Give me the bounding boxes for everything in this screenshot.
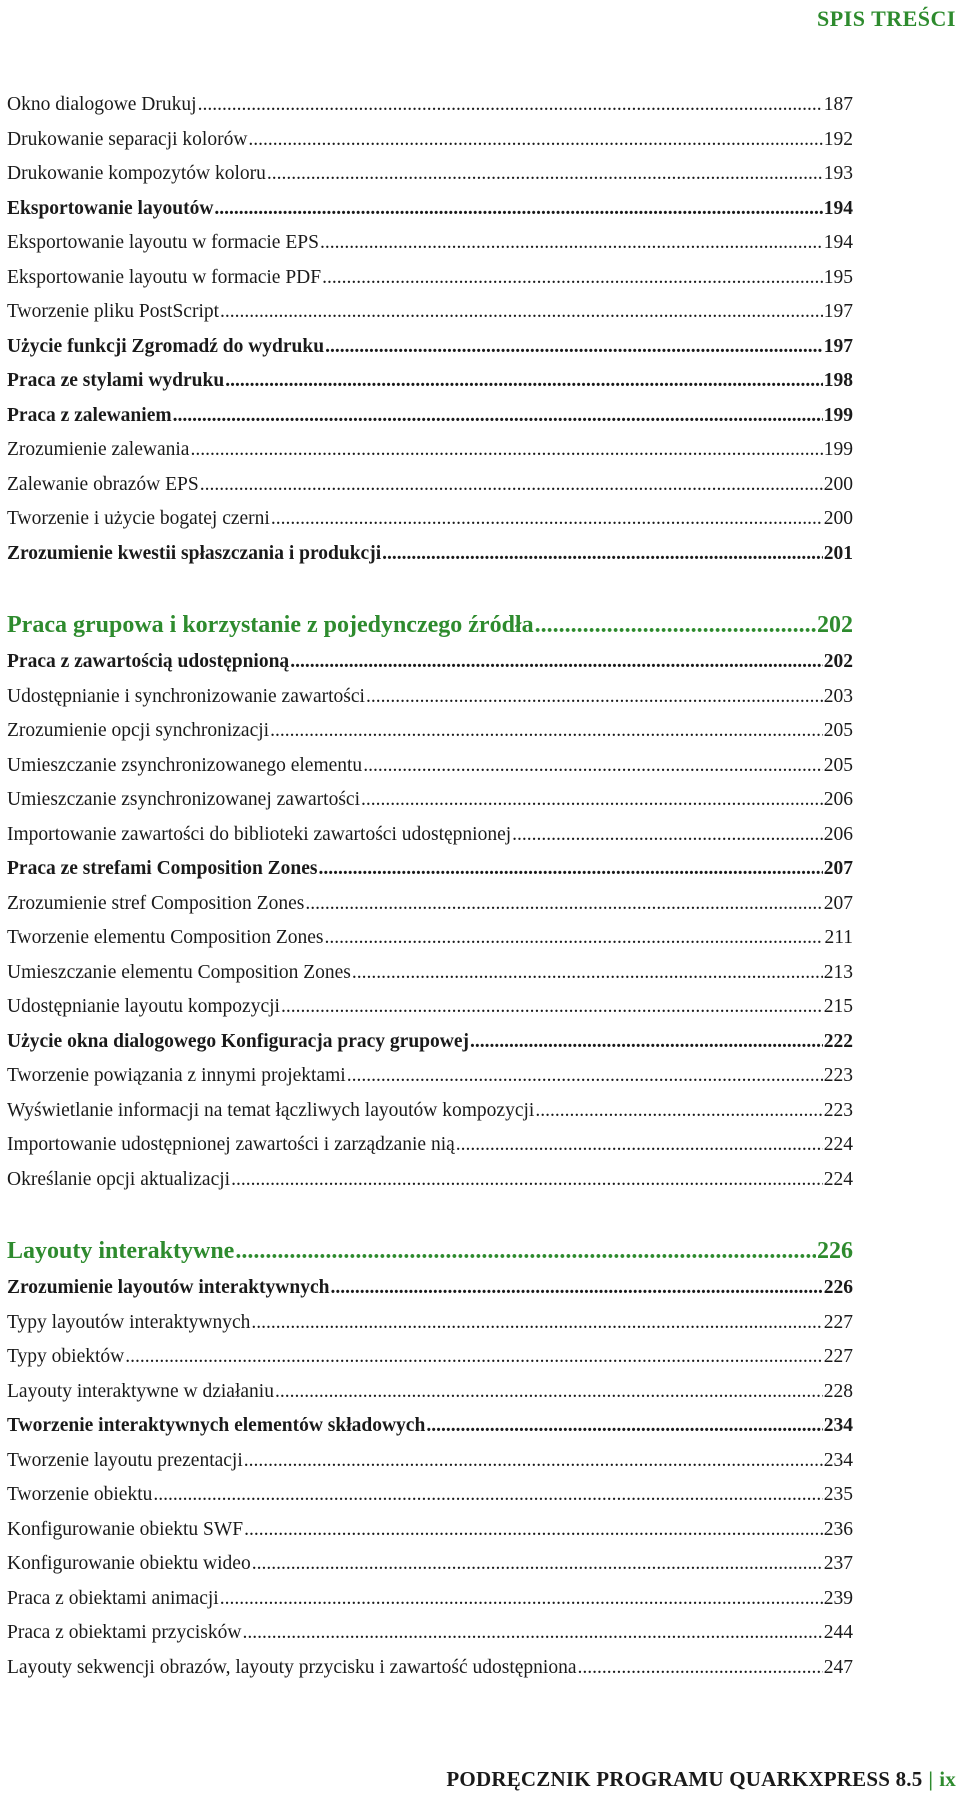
toc-entry[interactable] [7, 749, 853, 784]
toc-entry[interactable] [7, 502, 853, 537]
toc-entry[interactable] [7, 399, 853, 434]
toc-entry[interactable] [7, 1094, 853, 1129]
toc-leader-dots [382, 537, 823, 572]
toc-entry-page: 207 [823, 858, 853, 879]
toc-entry[interactable] [7, 1582, 853, 1617]
toc-leader-dots [125, 1340, 823, 1375]
toc-entry[interactable] [7, 123, 853, 158]
toc-leader-dots [214, 192, 822, 227]
toc-leader-dots [535, 1094, 822, 1129]
toc-entry[interactable] [7, 645, 853, 680]
toc-entry[interactable] [7, 1025, 853, 1060]
toc-entry-page: 200 [823, 508, 853, 529]
toc-entry[interactable] [7, 1513, 853, 1548]
toc-entry-title: Użycie okna dialogowego Konfiguracja pracy grupowej [7, 1030, 470, 1052]
toc-entry-page: 187 [823, 94, 853, 115]
toc-entry-page: 200 [823, 473, 853, 495]
toc-entry-page: 202 [817, 612, 853, 638]
toc-entry-title: Umieszczanie elementu Composition Zones [7, 961, 351, 983]
toc-entry-title: Praca ze strefami Composition Zones [7, 858, 318, 879]
toc-leader-dots [270, 714, 823, 749]
toc-entry[interactable] [7, 295, 853, 330]
toc-leader-dots [535, 605, 816, 645]
toc-leader-dots [305, 887, 822, 922]
toc-entry-page: 205 [823, 720, 853, 741]
toc-entry[interactable] [7, 1306, 853, 1341]
toc-entry-page: 194 [823, 232, 853, 253]
toc-entry-page: 228 [823, 1380, 853, 1402]
toc-entry-page: 195 [823, 266, 853, 288]
toc-entry-page: 202 [823, 651, 853, 672]
toc-entry-title: Layouty sekwencji obrazów, layouty przycisku i zawartość udostępniona [7, 1656, 577, 1678]
toc-entry-title: Tworzenie layoutu prezentacji [7, 1449, 243, 1471]
toc-entry-page: 226 [823, 1277, 853, 1298]
toc-entry-page: 193 [823, 163, 853, 184]
toc-leader-dots [220, 1582, 823, 1617]
toc-leader-dots [242, 1616, 822, 1651]
toc-leader-dots [470, 1025, 823, 1060]
toc-entry[interactable] [7, 1271, 853, 1306]
toc-leader-dots [220, 295, 823, 330]
toc-leader-dots [153, 1478, 822, 1513]
page-footer [446, 1767, 956, 1792]
toc-entry-title: Praca z obiektami animacji [7, 1587, 219, 1609]
toc-entry-title: Zrozumienie stref Composition Zones [7, 892, 305, 914]
toc-entry-title: Drukowanie separacji kolorów [7, 128, 248, 150]
toc-entry[interactable] [7, 433, 853, 468]
toc-entry[interactable] [7, 364, 853, 399]
toc-leader-dots [244, 1513, 823, 1548]
toc-entry[interactable] [7, 468, 853, 503]
toc-entry[interactable] [7, 1059, 853, 1094]
toc-entry[interactable] [7, 990, 853, 1025]
toc-leader-dots [325, 921, 824, 956]
toc-entry[interactable] [7, 1163, 853, 1198]
toc-entry-page: 224 [823, 1168, 853, 1190]
toc-entry-title: Zrozumienie zalewania [7, 439, 190, 460]
toc-section-heading[interactable] [7, 1231, 853, 1271]
toc-leader-dots [361, 783, 823, 818]
toc-entry-page: 194 [823, 197, 853, 219]
page-header-title: SPIS TREŚCI [817, 6, 956, 31]
toc-entry[interactable] [7, 1340, 853, 1375]
toc-leader-dots [248, 123, 822, 158]
toc-entry[interactable] [7, 157, 853, 192]
toc-entry[interactable] [7, 887, 853, 922]
toc-entry[interactable] [7, 1444, 853, 1479]
toc-entry-page: 227 [823, 1311, 853, 1333]
toc-entry[interactable] [7, 1375, 853, 1410]
toc-entry[interactable] [7, 1616, 853, 1651]
toc-entry[interactable] [7, 783, 853, 818]
toc-section-heading[interactable] [7, 605, 853, 645]
toc-entry[interactable] [7, 818, 853, 853]
toc-entry-title: Umieszczanie zsynchronizowanej zawartości [7, 789, 360, 810]
toc-entry-page: 199 [823, 439, 853, 460]
toc-entry[interactable] [7, 1547, 853, 1582]
toc-leader-dots [426, 1409, 822, 1444]
toc-entry[interactable] [7, 852, 853, 887]
toc-entry-title: Praca grupowa i korzystanie z pojedynczego źródła [7, 612, 534, 638]
toc-leader-dots [366, 680, 823, 715]
toc-entry[interactable] [7, 192, 853, 227]
toc-leader-dots [363, 749, 823, 784]
toc-entry-page: 206 [823, 789, 853, 810]
toc-entry-title: Eksportowanie layoutu w formacie EPS [7, 232, 319, 253]
toc-entry-title: Zalewanie obrazów EPS [7, 473, 199, 495]
footer-separator: | [928, 1767, 934, 1791]
toc-entry-title: Udostępnianie layoutu kompozycji [7, 996, 280, 1017]
toc-entry-page: 198 [823, 370, 853, 391]
toc-entry-title: Layouty interaktywne [7, 1238, 235, 1264]
toc-entry-page: 201 [823, 542, 853, 564]
toc-entry-title: Wyświetlanie informacji na temat łączliwych layoutów kompozycji [7, 1099, 535, 1121]
toc-entry-title: Eksportowanie layoutu w formacie PDF [7, 266, 322, 288]
toc-entry-title: Tworzenie obiektu [7, 1484, 153, 1505]
toc-leader-dots [512, 818, 823, 853]
toc-leader-dots [325, 330, 823, 365]
toc-leader-dots [252, 1547, 823, 1582]
toc-entry-title: Typy layoutów interaktywnych [7, 1311, 251, 1333]
toc-entry[interactable] [7, 714, 853, 749]
toc-leader-dots [319, 852, 823, 887]
toc-leader-dots [200, 468, 823, 503]
footer-page-number: ix [939, 1767, 956, 1791]
toc-leader-dots [173, 399, 823, 434]
toc-entry[interactable] [7, 88, 853, 123]
toc-entry-page: 223 [823, 1099, 853, 1121]
toc-entry-title: Layouty interaktywne w działaniu [7, 1380, 274, 1402]
toc-entry-title: Tworzenie i użycie bogatej czerni [7, 508, 270, 529]
toc-leader-dots [290, 645, 823, 680]
toc-leader-dots [225, 364, 823, 399]
toc-entry-title: Praca z obiektami przycisków [7, 1622, 242, 1643]
toc-leader-dots [244, 1444, 823, 1479]
toc-entry[interactable] [7, 956, 853, 991]
toc-entry-page: 197 [823, 335, 853, 357]
toc-entry[interactable] [7, 1409, 853, 1444]
toc-entry-title: Typy obiektów [7, 1346, 125, 1367]
toc-leader-dots [267, 157, 823, 192]
toc-entry-title: Zrozumienie layoutów interaktywnych [7, 1277, 330, 1298]
toc-entry-page: 236 [823, 1518, 853, 1540]
toc-leader-dots [456, 1128, 823, 1163]
toc-entry-title: Praca ze stylami wydruku [7, 370, 225, 391]
toc-leader-dots [322, 261, 823, 296]
toc-entry-page: 234 [823, 1415, 853, 1436]
toc-entry-title: Zrozumienie kwestii spłaszczania i produkcji [7, 542, 382, 564]
toc-entry[interactable] [7, 226, 853, 261]
toc-entry-page: 211 [824, 927, 853, 948]
toc-entry-page: 222 [823, 1030, 853, 1052]
toc-entry-title: Konfigurowanie obiektu SWF [7, 1518, 244, 1540]
toc-entry[interactable] [7, 537, 853, 572]
toc-entry-page: 239 [823, 1587, 853, 1609]
toc-entry-title: Importowanie udostępnionej zawartości i zarządzanie nią [7, 1134, 455, 1155]
toc-entry-title: Drukowanie kompozytów koloru [7, 163, 266, 184]
toc-entry-title: Eksportowanie layoutów [7, 197, 214, 219]
toc-entry-page: 235 [823, 1484, 853, 1505]
toc-leader-dots [330, 1271, 822, 1306]
toc-entry-page: 215 [823, 996, 853, 1017]
toc-entry-title: Tworzenie powiązania z innymi projektami [7, 1065, 346, 1086]
toc-entry-page: 223 [823, 1065, 853, 1086]
toc-entry-title: Tworzenie interaktywnych elementów składowych [7, 1415, 426, 1436]
toc-leader-dots [198, 88, 823, 123]
toc-entry-page: 205 [823, 754, 853, 776]
toc-leader-dots [347, 1059, 823, 1094]
footer-book-title: PODRĘCZNIK PROGRAMU QUARKXPRESS 8.5 [446, 1767, 923, 1791]
toc-entry-page: 234 [823, 1449, 853, 1471]
toc-leader-dots [352, 956, 823, 991]
toc-entry[interactable] [7, 1478, 853, 1513]
toc-entry-title: Umieszczanie zsynchronizowanego elementu [7, 754, 363, 776]
toc-leader-dots [577, 1651, 822, 1686]
toc-entry-title: Konfigurowanie obiektu wideo [7, 1553, 251, 1574]
toc-leader-dots [275, 1375, 823, 1410]
toc-leader-dots [271, 502, 823, 537]
toc-entry-page: 213 [823, 961, 853, 983]
toc-entry[interactable] [7, 330, 853, 365]
toc-leader-dots [231, 1163, 823, 1198]
toc-entry-page: 224 [823, 1134, 853, 1155]
toc-entry-title: Praca z zalewaniem [7, 404, 172, 426]
table-of-contents [7, 88, 853, 1685]
toc-entry[interactable] [7, 921, 853, 956]
toc-entry-page: 237 [823, 1553, 853, 1574]
toc-entry[interactable] [7, 1651, 853, 1686]
toc-entry-title: Okno dialogowe Drukuj [7, 94, 197, 115]
toc-entry-page: 247 [823, 1656, 853, 1678]
toc-entry[interactable] [7, 1128, 853, 1163]
toc-entry-title: Zrozumienie opcji synchronizacji [7, 720, 270, 741]
toc-leader-dots [251, 1306, 822, 1341]
toc-entry-page: 206 [823, 823, 853, 845]
toc-entry[interactable] [7, 261, 853, 296]
toc-entry-title: Importowanie zawartości do biblioteki zawartości udostępnionej [7, 823, 512, 845]
toc-leader-dots [281, 990, 823, 1025]
toc-entry-title: Praca z zawartością udostępnioną [7, 651, 290, 672]
toc-entry-page: 199 [823, 404, 853, 426]
toc-leader-dots [235, 1231, 816, 1271]
toc-entry-title: Określanie opcji aktualizacji [7, 1168, 231, 1190]
toc-entry-title: Tworzenie pliku PostScript [7, 301, 220, 322]
toc-leader-dots [190, 433, 822, 468]
toc-leader-dots [320, 226, 823, 261]
toc-entry[interactable] [7, 680, 853, 715]
toc-entry-page: 207 [823, 892, 853, 914]
toc-entry-page: 227 [823, 1346, 853, 1367]
toc-entry-title: Udostępnianie i synchronizowanie zawartości [7, 685, 365, 707]
toc-entry-page: 244 [823, 1622, 853, 1643]
toc-entry-page: 197 [823, 301, 853, 322]
toc-entry-title: Użycie funkcji Zgromadź do wydruku [7, 335, 325, 357]
toc-entry-page: 203 [823, 685, 853, 707]
toc-entry-page: 192 [823, 128, 853, 150]
toc-entry-page: 226 [817, 1238, 853, 1264]
toc-entry-title: Tworzenie elementu Composition Zones [7, 927, 324, 948]
